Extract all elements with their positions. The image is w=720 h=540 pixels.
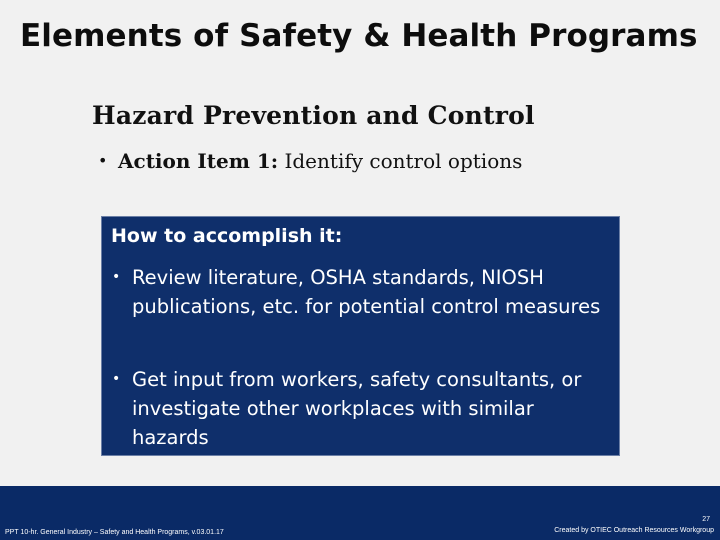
bullet-icon: • [112,371,121,387]
page-number: 27 [702,516,710,523]
list-item-text: Get input from workers, safety consultants, or investigate other workplaces with similar hazards [132,368,582,449]
action-item-text: Identify control options [278,149,523,173]
slide-title: Elements of Safety & Health Programs [20,18,698,54]
list-item [112,263,602,321]
section-title: Hazard Prevention and Control [92,101,535,130]
bullet-icon: • [112,269,121,285]
footer-credit: Created by OTIEC Outreach Resources Workgroup [554,527,714,534]
action-item [98,149,522,173]
box-heading: How to accomplish it: [111,225,343,247]
how-to-box [101,216,620,456]
action-item-label: Action Item 1: [118,149,279,173]
bullet-icon: • [98,151,108,170]
list-item-text: Review literature, OSHA standards, NIOSH publications, etc. for potential control measures [132,266,601,318]
footer-course-info: PPT 10-hr. General Industry – Safety and Health Programs, v.03.01.17 [5,529,224,536]
list-item [112,365,602,452]
